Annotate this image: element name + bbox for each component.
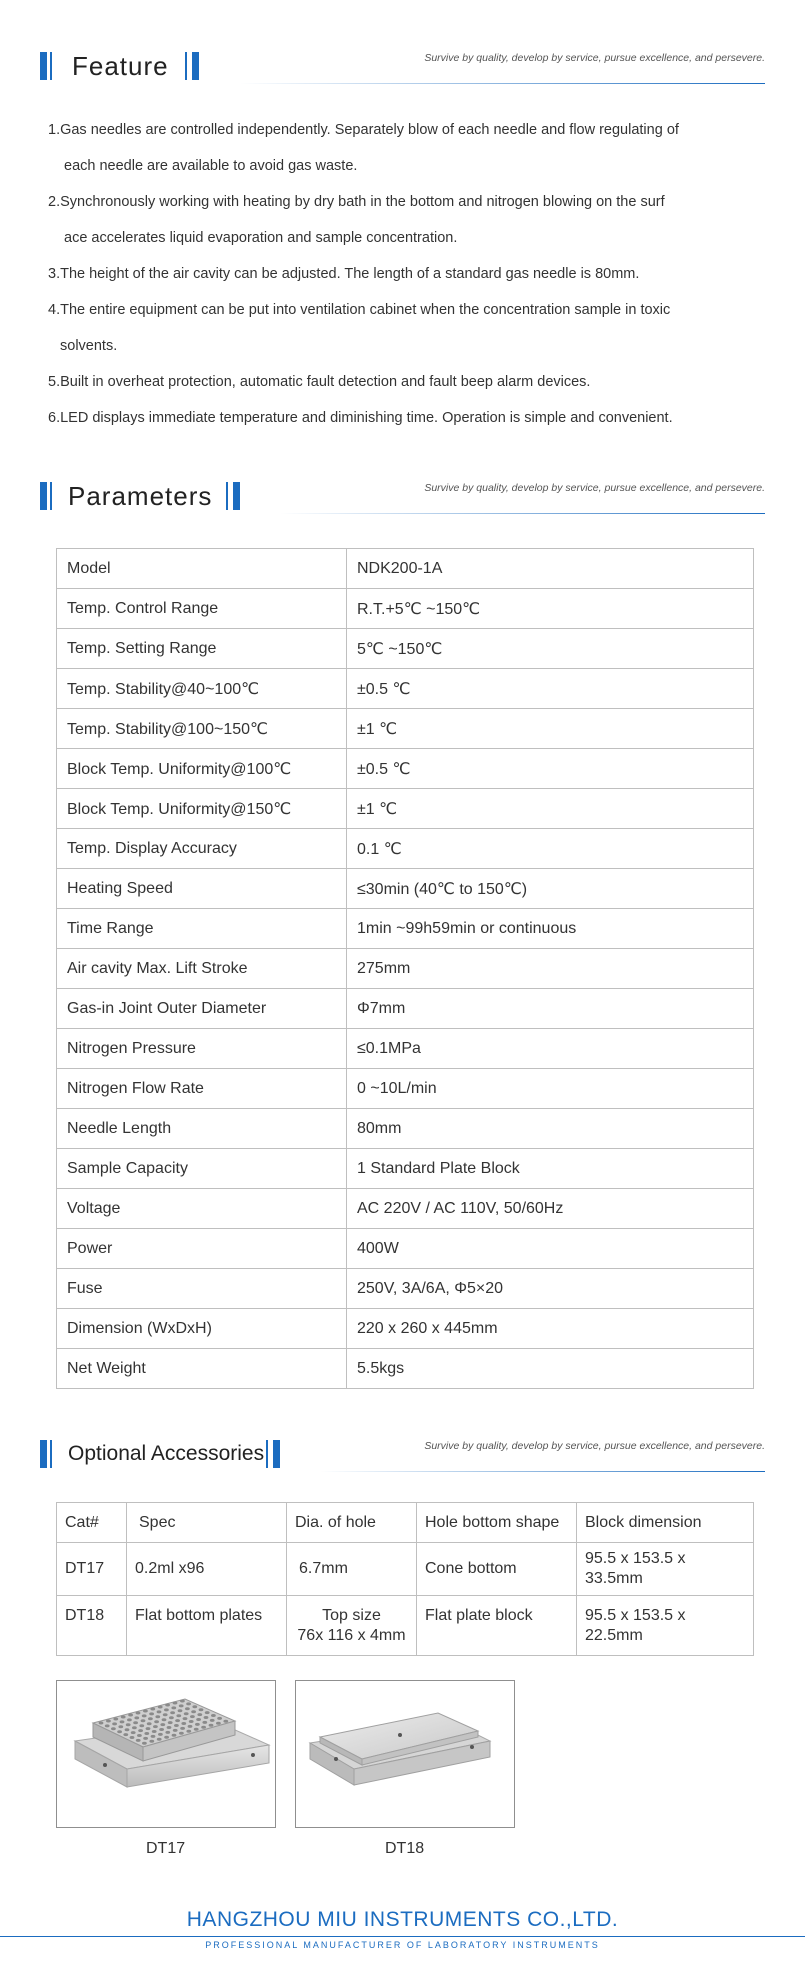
table-row xyxy=(57,909,754,949)
feature-line: 5.Built in overheat protection, automatic fault detection and fault beep alarm devices. xyxy=(48,374,591,390)
feature-line: 1.Gas needles are controlled independently. Separately blow of each needle and flow regulating of xyxy=(48,122,679,138)
param-name: Gas-in Joint Outer Diameter xyxy=(57,989,347,1029)
spec-cell: 0.2ml x96 xyxy=(127,1543,287,1596)
param-value: 275mm xyxy=(347,949,754,989)
table-row xyxy=(57,1269,754,1309)
parameters-table xyxy=(56,548,754,1389)
param-name: Nitrogen Pressure xyxy=(57,1029,347,1069)
feature-line: each needle are available to avoid gas waste. xyxy=(64,158,358,174)
param-value: 250V, 3A/6A, Φ5×20 xyxy=(347,1269,754,1309)
block-dimension-cell: 95.5 x 153.5 x 22.5mm xyxy=(577,1596,754,1656)
table-row xyxy=(57,1349,754,1389)
param-value: 1 Standard Plate Block xyxy=(347,1149,754,1189)
heading-bar-right xyxy=(192,52,199,80)
param-name: Nitrogen Flow Rate xyxy=(57,1069,347,1109)
param-name: Power xyxy=(57,1229,347,1269)
heading-bar-right-thin xyxy=(185,52,187,80)
param-value: ±0.5 ℃ xyxy=(347,749,754,789)
table-row xyxy=(57,1189,754,1229)
dt17-image xyxy=(56,1680,276,1828)
table-row xyxy=(57,1029,754,1069)
feature-title: Feature xyxy=(72,51,169,81)
slogan: Survive by quality, develop by service, pursue excellence, and persevere. xyxy=(424,482,765,494)
param-value: R.T.+5℃ ~150℃ xyxy=(347,589,754,629)
table-row xyxy=(57,709,754,749)
spec-cell: Flat bottom plates xyxy=(127,1596,287,1656)
table-row xyxy=(57,629,754,669)
param-name: Temp. Stability@100~150℃ xyxy=(57,709,347,749)
param-value: ±1 ℃ xyxy=(347,709,754,749)
param-name: Block Temp. Uniformity@150℃ xyxy=(57,789,347,829)
column-header: Hole bottom shape xyxy=(417,1503,577,1543)
table-row xyxy=(57,949,754,989)
param-value: 0.1 ℃ xyxy=(347,829,754,869)
param-name: Dimension (WxDxH) xyxy=(57,1309,347,1349)
param-name: Temp. Display Accuracy xyxy=(57,829,347,869)
feature-line: 4.The entire equipment can be put into ventilation cabinet when the concentration sample in toxic xyxy=(48,302,671,318)
param-name: Temp. Control Range xyxy=(57,589,347,629)
table-row xyxy=(57,1309,754,1349)
accessories-title: Optional Accessories xyxy=(68,1442,265,1465)
table-row xyxy=(57,1543,754,1596)
table-row xyxy=(57,869,754,909)
param-name: Temp. Stability@40~100℃ xyxy=(57,669,347,709)
feature-list xyxy=(48,112,748,436)
column-header: Cat# xyxy=(57,1503,127,1543)
feature-line: solvents. xyxy=(60,338,118,354)
footer-divider xyxy=(0,1936,805,1937)
param-value: 5℃ ~150℃ xyxy=(347,629,754,669)
table-row xyxy=(57,1069,754,1109)
param-value: ±1 ℃ xyxy=(347,789,754,829)
block-dimension-cell: 95.5 x 153.5 x 33.5mm xyxy=(577,1543,754,1596)
table-row xyxy=(57,1596,754,1656)
dt18-image xyxy=(295,1680,515,1828)
company-tagline: PROFESSIONAL MANUFACTURER OF LABORATORY INSTRUMENTS xyxy=(205,1940,600,1950)
param-value: 80mm xyxy=(347,1109,754,1149)
table-row xyxy=(57,749,754,789)
param-name: Heating Speed xyxy=(57,869,347,909)
table-row xyxy=(57,789,754,829)
param-name: Block Temp. Uniformity@100℃ xyxy=(57,749,347,789)
param-value: ≤30min (40℃ to 150℃) xyxy=(347,869,754,909)
column-header: Spec xyxy=(127,1503,287,1543)
parameters-title: Parameters xyxy=(68,481,213,511)
feature-line: ace accelerates liquid evaporation and sample concentration. xyxy=(64,230,458,246)
param-value: 400W xyxy=(347,1229,754,1269)
param-name: Fuse xyxy=(57,1269,347,1309)
table-row xyxy=(57,589,754,629)
param-name: Temp. Setting Range xyxy=(57,629,347,669)
heading-bar-left xyxy=(40,52,47,80)
param-name: Voltage xyxy=(57,1189,347,1229)
heading-bar-left xyxy=(40,1440,47,1468)
feature-line: 3.The height of the air cavity can be adjusted. The length of a standard gas needle is 80mm. xyxy=(48,266,640,282)
slogan: Survive by quality, develop by service, pursue excellence, and persevere. xyxy=(424,52,765,64)
param-value: Φ7mm xyxy=(347,989,754,1029)
param-value: 220 x 260 x 445mm xyxy=(347,1309,754,1349)
heading-bar-right-thin xyxy=(226,482,228,510)
hole-dia-cell: 6.7mm xyxy=(287,1543,417,1596)
param-name: Net Weight xyxy=(57,1349,347,1389)
table-row xyxy=(57,989,754,1029)
feature-section-header xyxy=(40,48,765,84)
param-value: 0 ~10L/min xyxy=(347,1069,754,1109)
param-name: Air cavity Max. Lift Stroke xyxy=(57,949,347,989)
table-row xyxy=(57,829,754,869)
heading-bar-right xyxy=(233,482,240,510)
heading-bar-right-thin xyxy=(266,1440,268,1468)
heading-bar-right xyxy=(273,1440,280,1468)
heading-rule xyxy=(280,513,765,514)
accessories-table xyxy=(56,1502,754,1656)
table-row xyxy=(57,549,754,589)
slogan: Survive by quality, develop by service, pursue excellence, and persevere. xyxy=(424,1440,765,1452)
heading-bar-left-thin xyxy=(50,1440,52,1468)
param-value: 5.5kgs xyxy=(347,1349,754,1389)
table-header-row xyxy=(57,1503,754,1543)
param-value: 1min ~99h59min or continuous xyxy=(347,909,754,949)
accessories-section-header xyxy=(40,1436,765,1472)
param-name: Time Range xyxy=(57,909,347,949)
table-row xyxy=(57,1229,754,1269)
param-value: ≤0.1MPa xyxy=(347,1029,754,1069)
param-name: Sample Capacity xyxy=(57,1149,347,1189)
heading-bar-left-thin xyxy=(50,482,52,510)
parameters-section-header xyxy=(40,478,765,514)
param-name: Needle Length xyxy=(57,1109,347,1149)
param-value: ±0.5 ℃ xyxy=(347,669,754,709)
company-name: HANGZHOU MIU INSTRUMENTS CO.,LTD. xyxy=(186,1908,619,1931)
hole-dia-cell: Top size 76x 116 x 4mm xyxy=(287,1596,417,1656)
heading-bar-left xyxy=(40,482,47,510)
heading-rule xyxy=(320,1471,765,1472)
cat-cell: DT18 xyxy=(57,1596,127,1656)
table-row xyxy=(57,1109,754,1149)
heading-bar-left-thin xyxy=(50,52,52,80)
dt18-caption: DT18 xyxy=(385,1840,425,1857)
param-name: Model xyxy=(57,549,347,589)
param-value: AC 220V / AC 110V, 50/60Hz xyxy=(347,1189,754,1229)
dt17-caption: DT17 xyxy=(146,1840,186,1857)
feature-line: 2.Synchronously working with heating by dry bath in the bottom and nitrogen blowing on the surf xyxy=(48,194,665,210)
hole-shape-cell: Flat plate block xyxy=(417,1596,577,1656)
table-row xyxy=(57,669,754,709)
cat-cell: DT17 xyxy=(57,1543,127,1596)
column-header: Block dimension xyxy=(577,1503,754,1543)
param-value: NDK200-1A xyxy=(347,549,754,589)
column-header: Dia. of hole xyxy=(287,1503,417,1543)
heading-rule xyxy=(240,83,765,84)
hole-shape-cell: Cone bottom xyxy=(417,1543,577,1596)
feature-line: 6.LED displays immediate temperature and diminishing time. Operation is simple and convenient. xyxy=(48,410,673,426)
table-row xyxy=(57,1149,754,1189)
